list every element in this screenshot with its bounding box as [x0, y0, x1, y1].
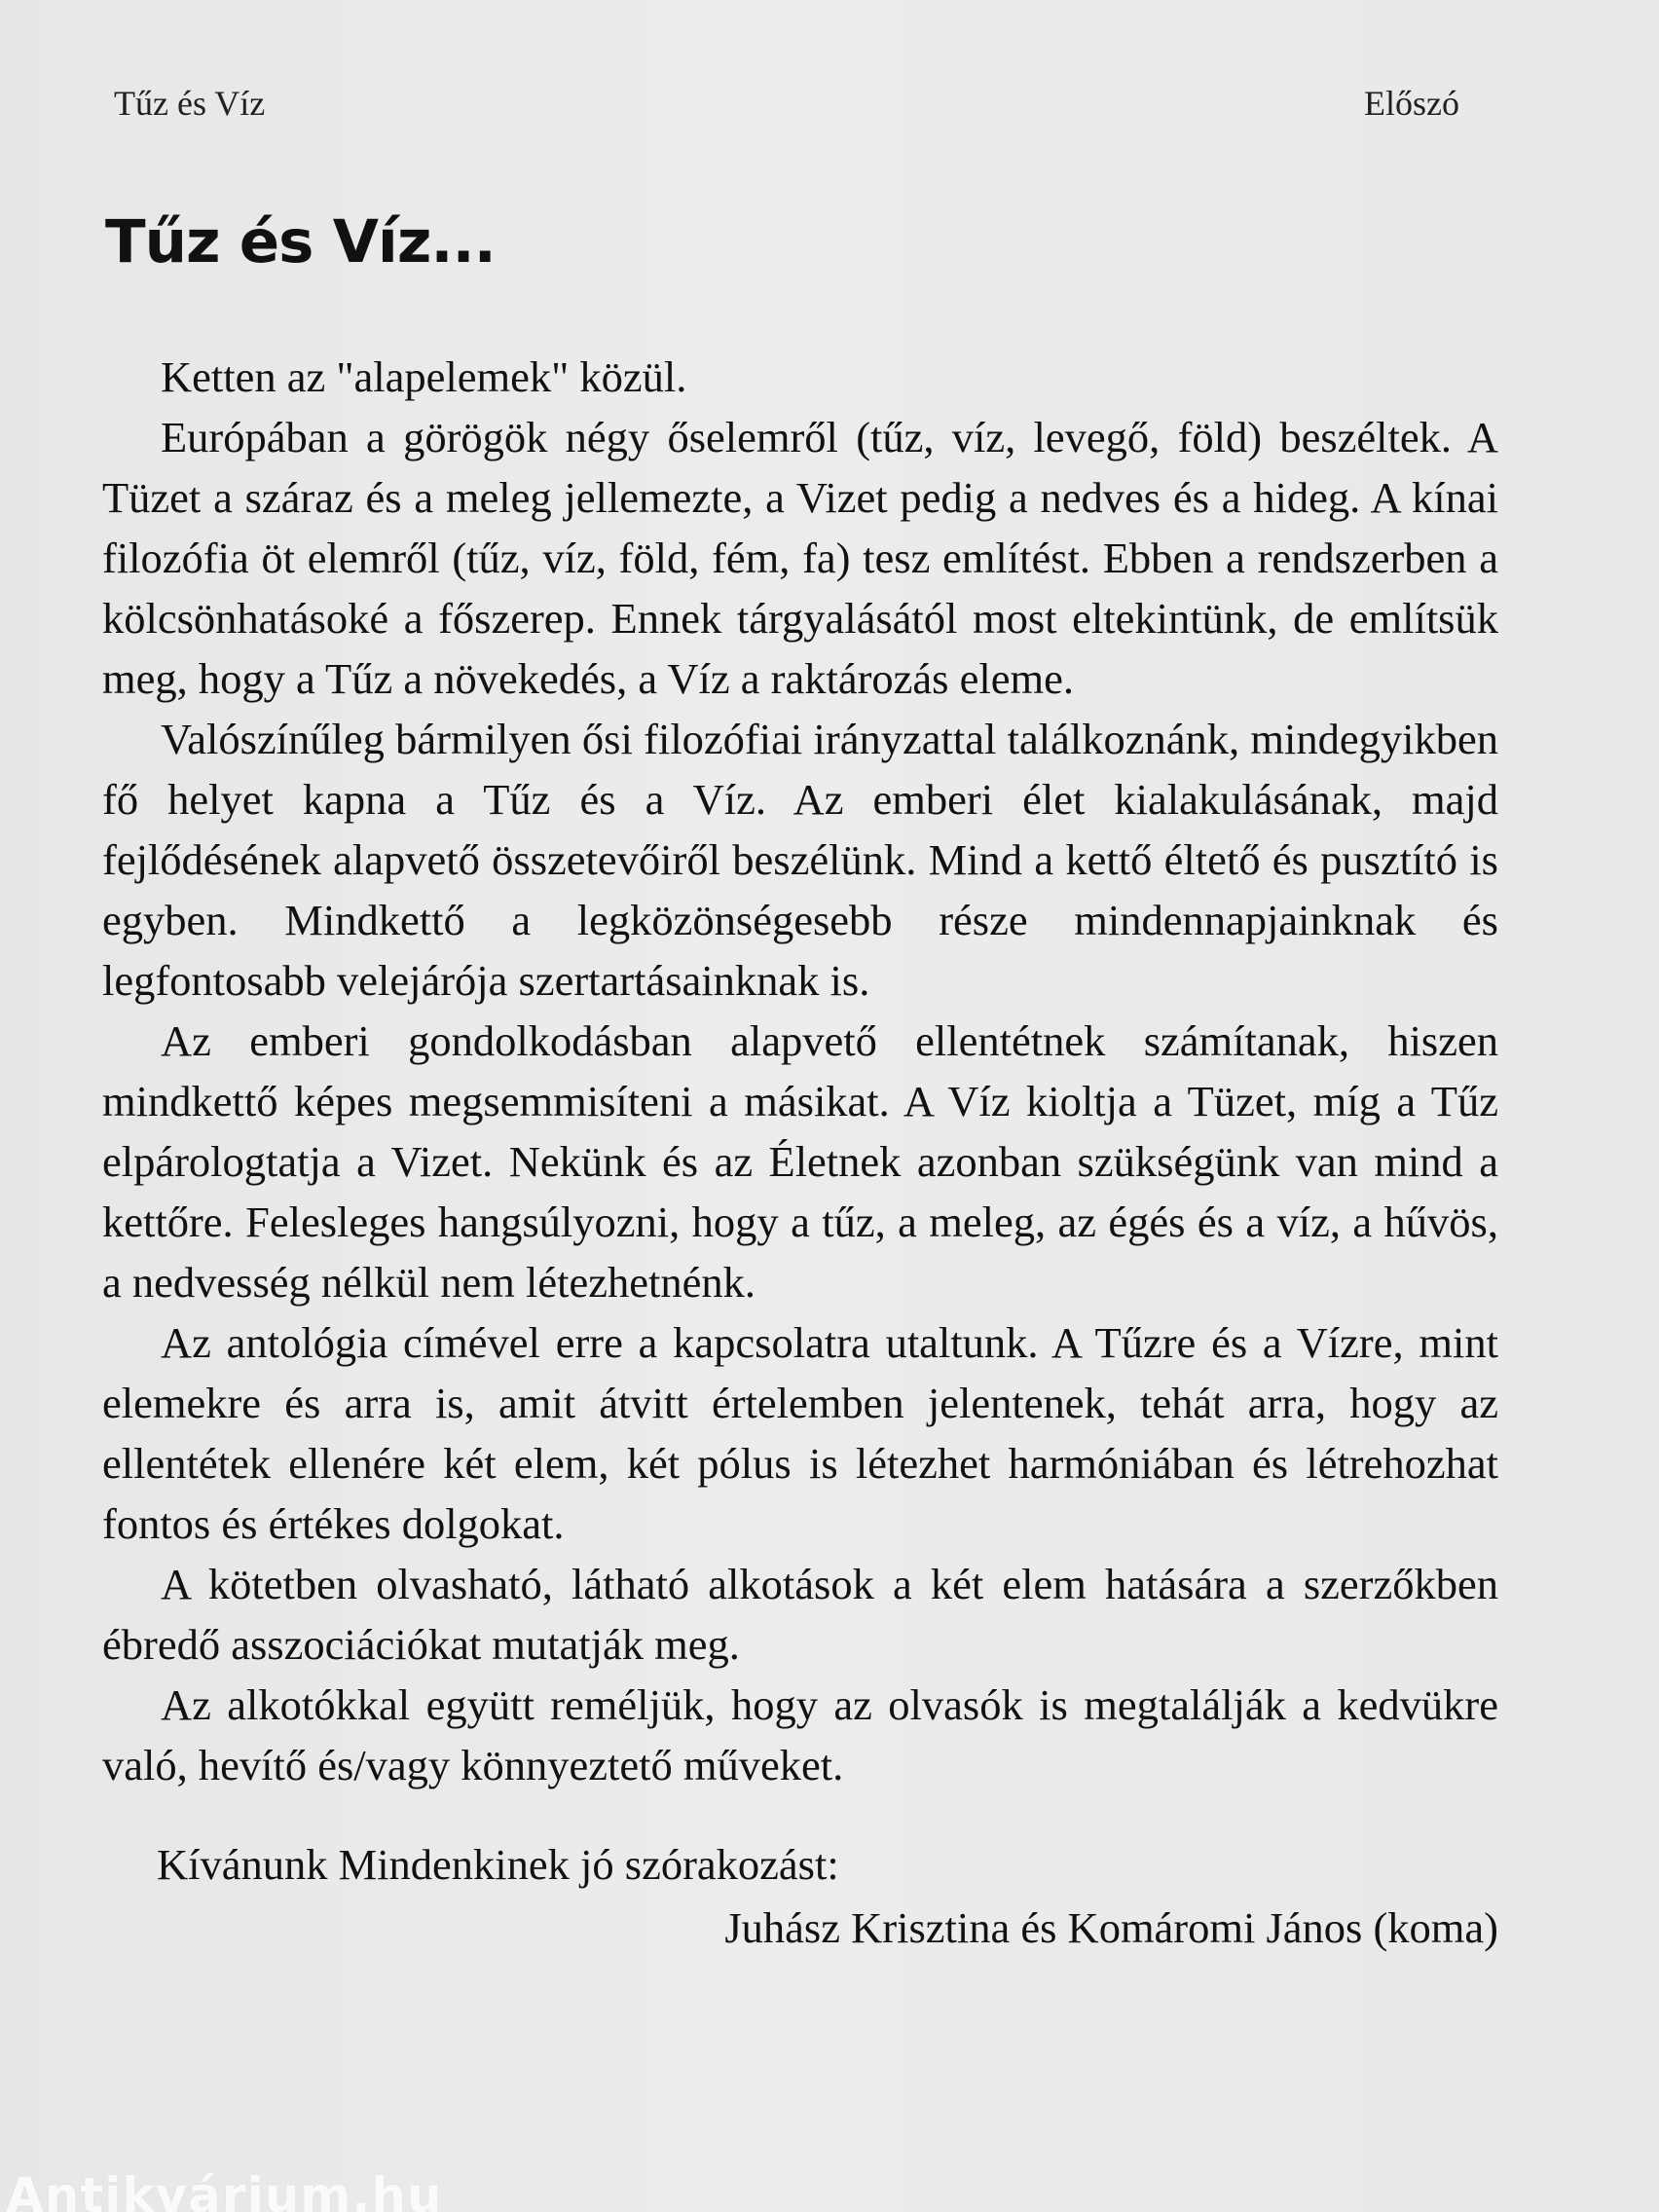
running-title-right: Előszó: [1364, 84, 1459, 123]
page-title: Tűz és Víz...: [105, 207, 496, 276]
closing-greeting: Kívánunk Mindenkinek jó szórakozást:: [157, 1840, 839, 1889]
show-through-decoration-right: [1198, 200, 1227, 292]
watermark: Antikvárium.hu: [6, 2167, 443, 2212]
paragraph-6: A kötetben olvasható, látható alkotások a két elem hatására a szerzőkben ébredő asszociációkat mutatják meg.: [102, 1560, 1498, 1669]
running-header: [114, 83, 1459, 131]
show-through-decoration: [545, 200, 577, 304]
paragraph-3: Valószínűleg bármilyen ősi filozófiai irányzattal találkoznánk, mindegyikben fő helyet kapna a Tűz és a Víz. Az emberi élet kialakulásának, majd fejlődésének alapvető összetevőiről beszélünk. Mind a kettő éltető és pusztító is egyben. Mindkettő a legközönségesebb része mindennapjainknak és legfontosabb velejárója szertartásainknak is.: [102, 715, 1498, 1005]
preface-text: [102, 347, 1498, 1958]
paragraph-5: Az antológia címével erre a kapcsolatra utaltunk. A Tűzre és a Vízre, mint elemekre és arra is, amit átvitt értelemben jelentenek, tehát arra, hogy az ellentétek ellenére két elem, két pólus is létezhet harmóniában és létrehozhat fontos és értékes dolgokat.: [102, 1318, 1498, 1548]
author-signature: Juhász Krisztina és Komáromi János (koma): [724, 1903, 1498, 1952]
paragraph-1: Ketten az "alapelemek" közül.: [161, 352, 687, 401]
running-title-left: Tűz és Víz: [114, 84, 266, 123]
paragraph-4: Az emberi gondolkodásban alapvető ellentétnek számítanak, hiszen mindkettő képes megsemmisíteni a másikat. A Víz kioltja a Tüzet, míg a Tűz elpárologtatja a Vizet. Nekünk és az Életnek azonban szükségünk van mind a kettőre. Felesleges hangsúlyozni, hogy a tűz, a meleg, az égés és a víz, a hűvös, a nedvesség nélkül nem létezhetnénk.: [102, 1016, 1498, 1307]
paragraph-2: Európában a görögök négy őselemről (tűz, víz, levegő, föld) beszéltek. A Tüzet a száraz és a meleg jellemezte, a Vizet pedig a nedves és a hideg. A kínai filozófia öt elemről (tűz, víz, föld, fém, fa) tesz említést. Ebben a rendszerben a kölcsönhatásoké a főszerep. Ennek tárgyalásától most eltekintünk, de említsük meg, hogy a Tűz a növekedés, a Víz a raktározás eleme.: [102, 413, 1498, 703]
paragraph-7: Az alkotókkal együtt reméljük, hogy az olvasók is megtalálják a kedvükre való, hevítő és/vagy könnyeztető műveket.: [102, 1680, 1498, 1789]
